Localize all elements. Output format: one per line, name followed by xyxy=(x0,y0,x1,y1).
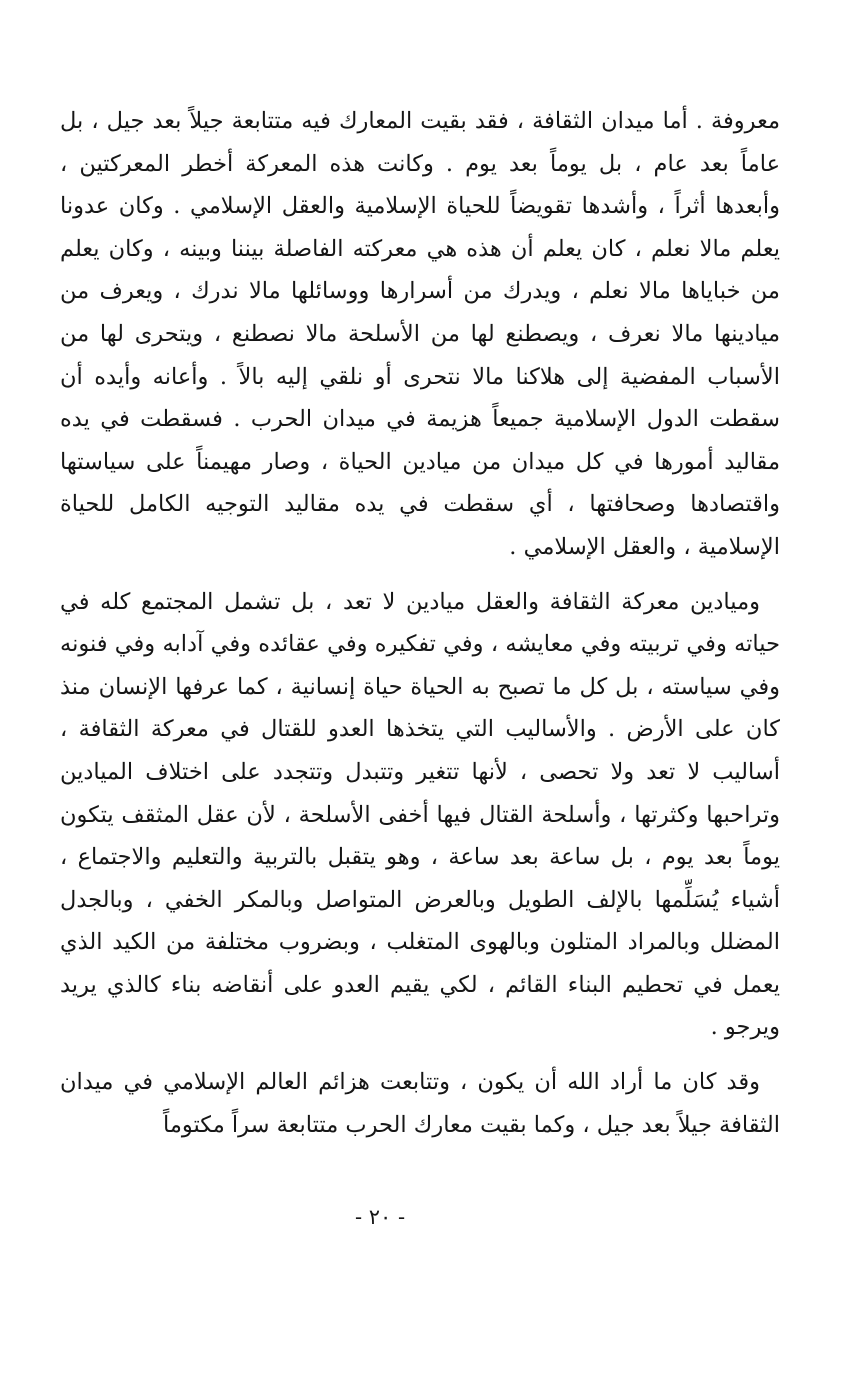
text-line: سقطت الدول الإسلامية جميعاً هزيمة في ميدان الحرب . فسقطت في يده مقاليد xyxy=(60,406,780,475)
text-line: لا تعد ولا تحصى ، لأنها تتغير وتتبدل وتتجدد على اختلاف الميادين وتراحبها xyxy=(60,758,780,828)
paragraph-2 xyxy=(60,581,780,1050)
text-line: وقد كان ما أراد الله أن يكون ، وتتابعت هزائم العالم الإسلامي في ميدان xyxy=(60,1069,760,1096)
page-number: - ٢٠ - xyxy=(354,1205,406,1229)
text-line: وصحافتها ، أي سقطت في يده مقاليد التوجيه الكامل للحياة الإسلامية ، xyxy=(60,491,780,560)
paragraph-3 xyxy=(60,1061,780,1146)
text-line: يوم ، بل ساعة بعد ساعة ، وهو يتقبل بالتربية والتعليم والاجتماع ، أشياء xyxy=(60,844,781,913)
text-line: سياسته ، بل كل ما تصبح به الحياة حياة إنسانية ، كما عرفها الإنسان منذ كان xyxy=(60,673,781,743)
text-line: وكثرتها ، وأسلحة القتال فيها أخفى الأسلحة ، لأن عقل المثقف يتكون يوماً بعد xyxy=(60,801,780,871)
paragraph-1 xyxy=(60,100,780,569)
text-line: حياته وفي تربيته وفي معايشه ، وفي تفكيره وفي عقائده وفي آدابه وفي فنونه وفي xyxy=(60,631,780,700)
text-line: ميادينها مالا نعرف ، ويصطنع لها من الأسلحة مالا نصطنع ، ويتحرى لها من xyxy=(60,320,780,347)
text-line: الأسباب المفضية إلى هلاكنا مالا نتحرى أو نلقي إليه بالاً . وأعانه وأيده أن xyxy=(60,363,780,390)
text-line: من خباياها مالا نعلم ، ويدرك من أسرارها ووسائلها مالا ندرك ، ويعرف من xyxy=(60,278,780,305)
text-line: والعقل الإسلامي . xyxy=(509,533,677,560)
text-line: يُسَلِّمها بالإلف الطويل وبالعرض المتواصل وبالمكر الخفي ، وبالجدل المضلل xyxy=(60,886,781,956)
text-line: على الأرض . والأساليب التي يتخذها العدو للقتال في معركة الثقافة ، أساليب xyxy=(60,716,780,785)
body-text xyxy=(60,100,780,1146)
text-line: يعلم مالا نعلم ، كان يعلم أن هذه هي معركته الفاصلة بيننا وبينه ، وكان يعلم xyxy=(60,235,780,262)
text-line: بل عاماً بعد عام ، بل يوماً بعد يوم . وكانت هذه المعركة أخطر المعركتين ، xyxy=(60,108,780,177)
text-line: وبالمراد المتلون وبالهوى المتغلب ، وبضروب مختلفة من الكيد الذي يعمل في xyxy=(60,929,781,998)
text-line: وميادين معركة الثقافة والعقل ميادين لا تعد ، بل تشمل المجتمع كله في xyxy=(60,588,760,615)
text-line: الثقافة جيلاً بعد جيل ، وكما بقيت معارك الحرب متتابعة سراً مكتوماً xyxy=(162,1111,780,1138)
text-line: وأبعدها أثراً ، وأشدها تقويضاً للحياة الإسلامية والعقل الإسلامي . وكان عدونا xyxy=(60,193,780,220)
text-line: تحطيم البناء القائم ، لكي يقيم العدو على أنقاضه بناء كالذي يريد ويرجو . xyxy=(60,971,780,1041)
text-line: أمورها في كل ميدان من ميادين الحياة ، وصار مهيمناً على سياستها واقتصادها xyxy=(60,448,781,518)
text-line: معروفة . أما ميدان الثقافة ، فقد بقيت المعارك فيه متتابعة جيلاً بعد جيل ، xyxy=(91,108,780,134)
